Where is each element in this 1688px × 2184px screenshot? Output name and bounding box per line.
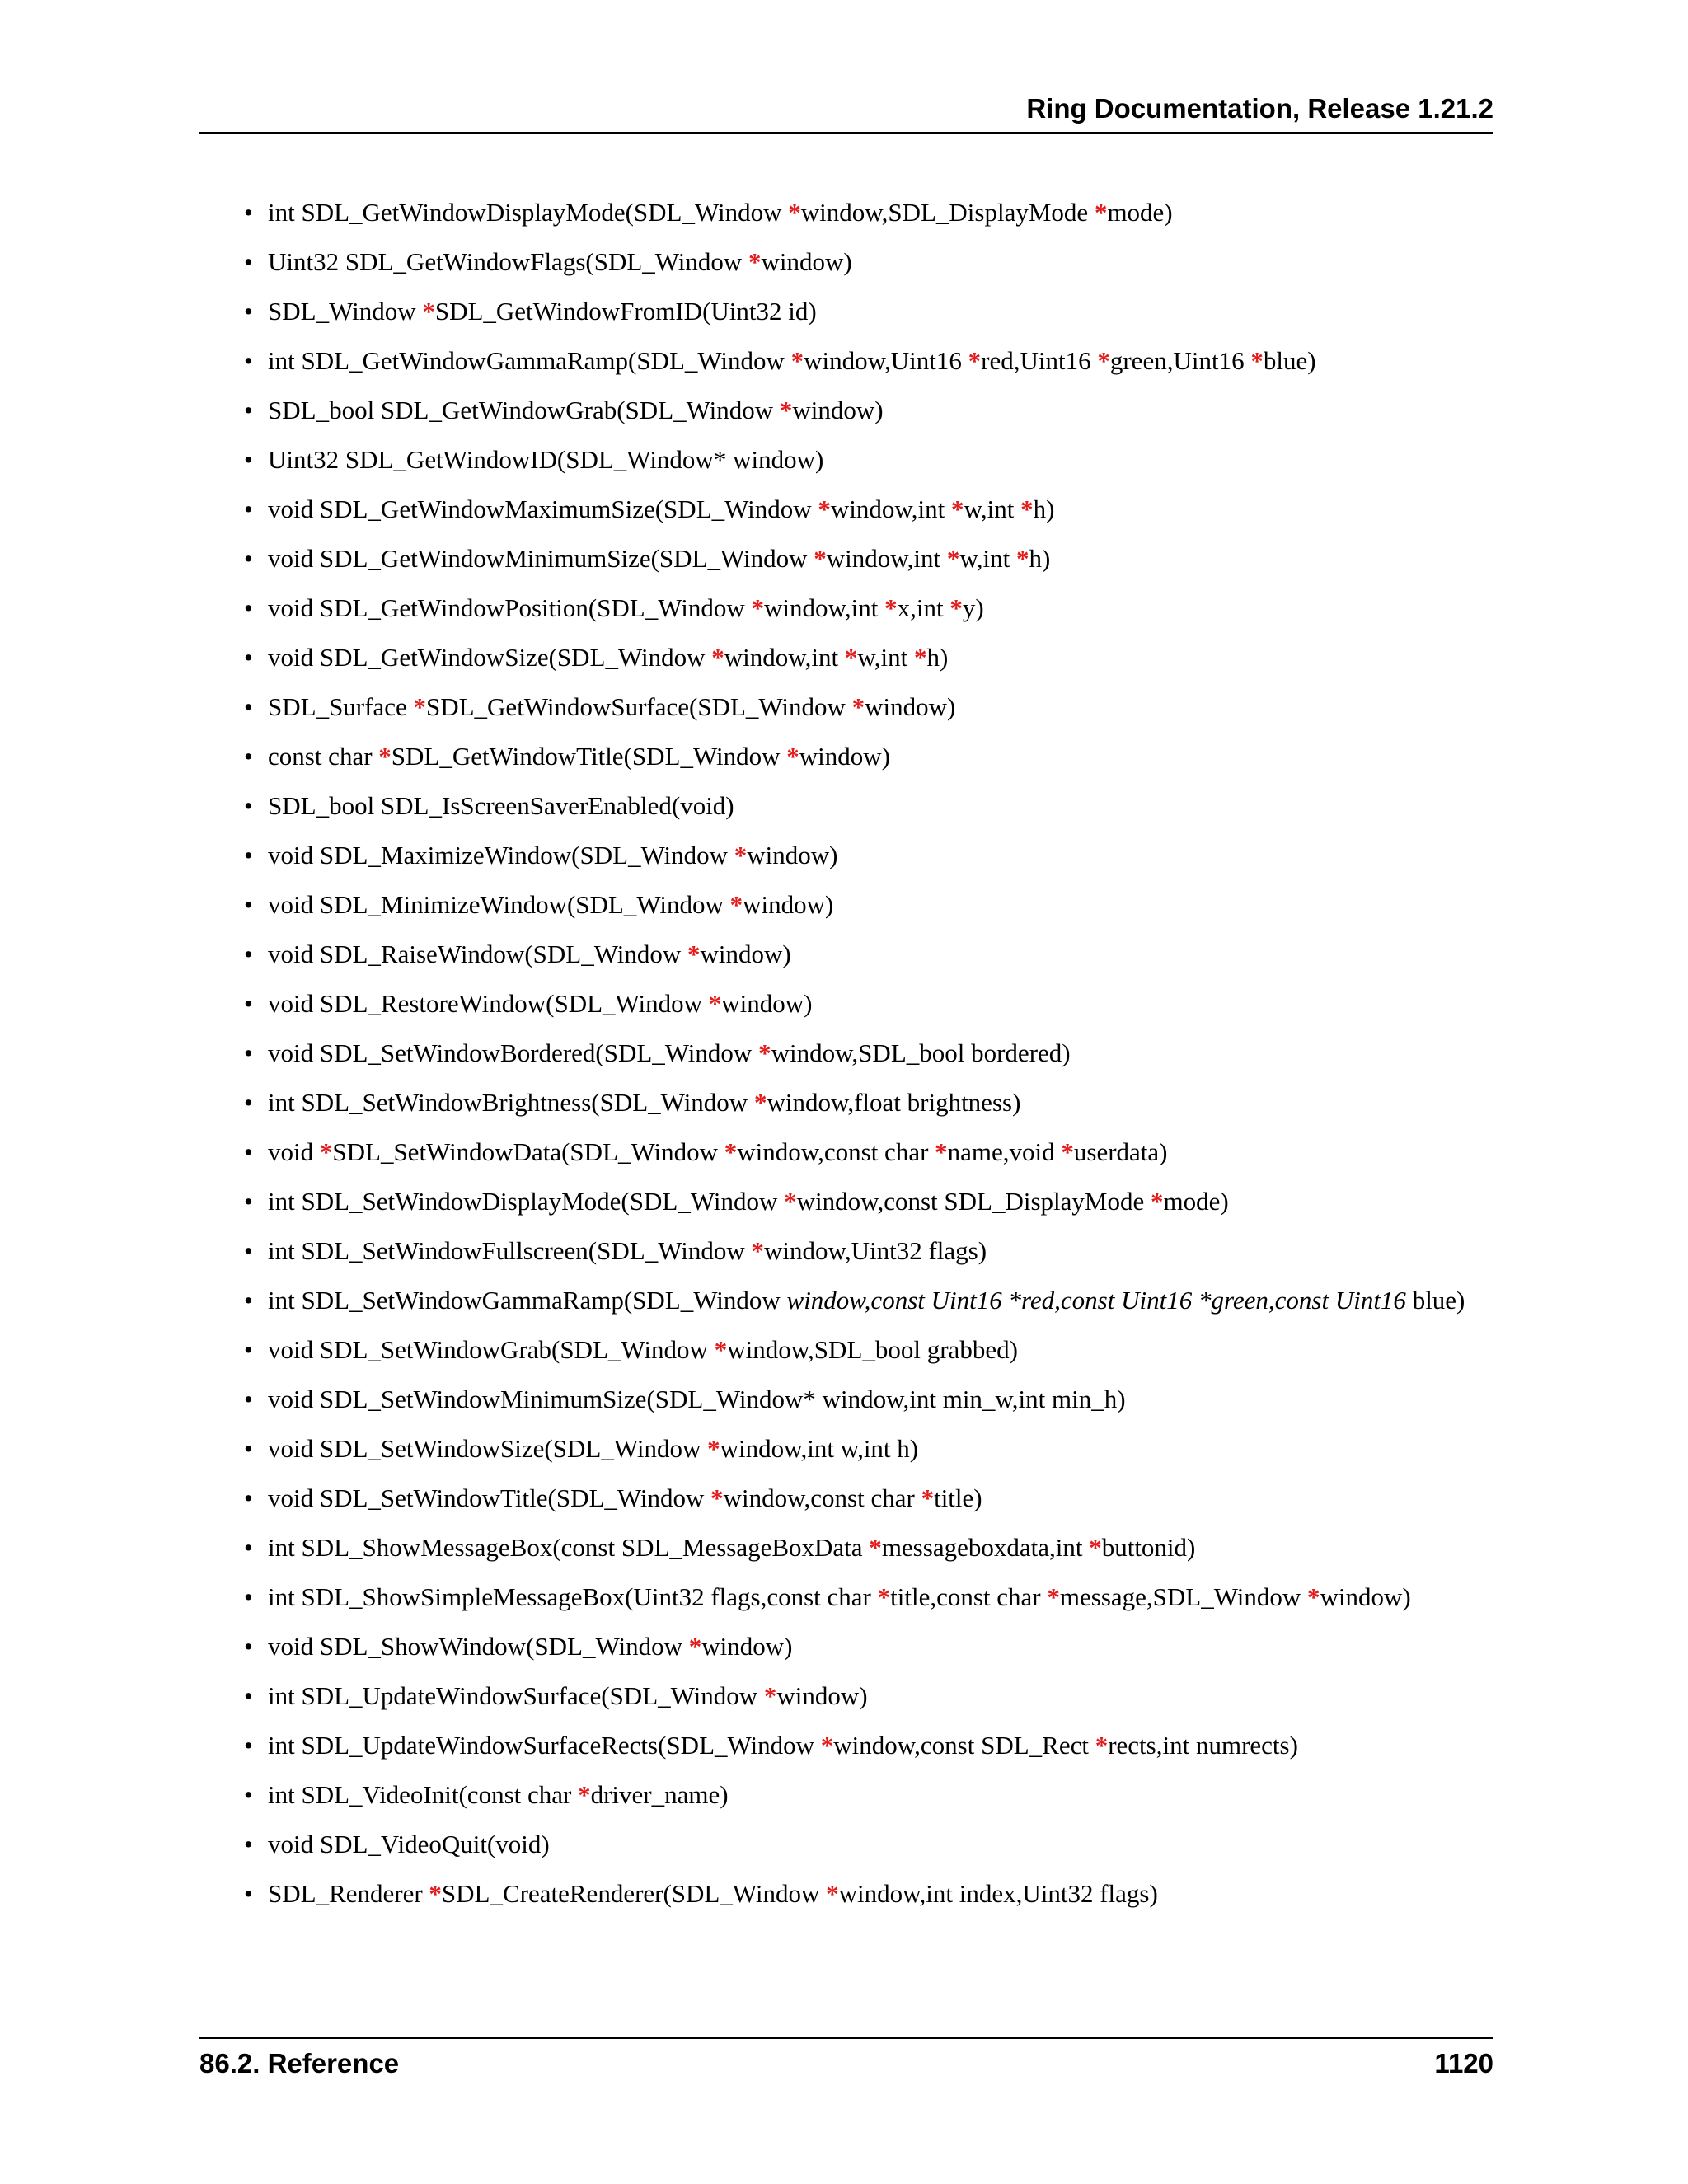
signature-text: window,SDL_bool bordered) — [771, 1038, 1071, 1067]
pointer-asterisk: * — [319, 1137, 333, 1166]
signature-text: void SDL_GetWindowMinimumSize(SDL_Window — [268, 544, 814, 573]
list-item — [199, 592, 1493, 625]
pointer-asterisk: * — [748, 247, 762, 276]
signature-text: window,SDL_bool grabbed) — [727, 1335, 1018, 1364]
signature-text: window) — [865, 692, 956, 721]
list-item — [199, 790, 1493, 823]
pointer-asterisk: * — [729, 890, 743, 919]
signature-text: window,int — [724, 643, 845, 672]
signature-text: void SDL_RaiseWindow(SDL_Window — [268, 940, 687, 968]
list-item — [199, 542, 1493, 575]
signature-text: void SDL_SetWindowBordered(SDL_Window — [268, 1038, 759, 1067]
signature-text: Uint32 SDL_GetWindowFlags(SDL_Window — [268, 247, 749, 276]
signature-text-italic: window,const Uint16 *red,const Uint16 *green,const Uint16 — [786, 1286, 1406, 1315]
signature-text: void SDL_SetWindowMinimumSize(SDL_Window* window,int min_w,int min_h) — [268, 1385, 1126, 1413]
signature-text: window,int — [830, 494, 952, 523]
pointer-asterisk: * — [935, 1137, 948, 1166]
page-header — [199, 92, 1493, 134]
signature-text: x,int — [897, 593, 950, 622]
bullet-icon: • — [244, 1286, 253, 1315]
pointer-asterisk: * — [758, 1038, 771, 1067]
pointer-asterisk: * — [820, 1731, 834, 1760]
list-item — [199, 740, 1493, 773]
pointer-asterisk: * — [1250, 346, 1264, 375]
signature-text: SDL_bool SDL_GetWindowGrab(SDL_Window — [268, 396, 780, 424]
signature-text: window,Uint16 — [804, 346, 968, 375]
signature-text: int SDL_SetWindowDisplayMode(SDL_Window — [268, 1187, 785, 1216]
signature-text: h) — [1033, 494, 1055, 523]
signature-text: h) — [1029, 544, 1051, 573]
bullet-icon: • — [244, 890, 253, 919]
pointer-asterisk: * — [851, 692, 865, 721]
pointer-asterisk: * — [763, 1681, 777, 1710]
list-item — [199, 1729, 1493, 1762]
pointer-asterisk: * — [578, 1780, 591, 1809]
bullet-icon: • — [244, 1830, 253, 1858]
signature-text: void SDL_VideoQuit(void) — [268, 1830, 550, 1858]
signature-text: SDL_bool SDL_IsScreenSaverEnabled(void) — [268, 791, 734, 820]
bullet-icon: • — [244, 643, 253, 672]
signature-text: int SDL_GetWindowDisplayMode(SDL_Window — [268, 198, 789, 227]
signature-text: buttonid) — [1101, 1533, 1196, 1562]
list-item — [199, 246, 1493, 279]
list-item — [199, 1284, 1493, 1317]
signature-text: window,const SDL_DisplayMode — [796, 1187, 1151, 1216]
list-item — [199, 839, 1493, 872]
list-item — [199, 394, 1493, 427]
signature-text: int SDL_VideoInit(const char — [268, 1780, 579, 1809]
pointer-asterisk: * — [710, 1483, 724, 1512]
pointer-asterisk: * — [844, 643, 858, 672]
list-item — [199, 344, 1493, 377]
bullet-icon: • — [244, 1780, 253, 1809]
signature-text: int SDL_UpdateWindowSurface(SDL_Window — [268, 1681, 764, 1710]
signature-text: w,int — [964, 494, 1021, 523]
list-item — [199, 1383, 1493, 1416]
pointer-asterisk: * — [711, 643, 724, 672]
bullet-icon: • — [244, 742, 253, 771]
pointer-asterisk: * — [913, 643, 927, 672]
signature-text: blue) — [1405, 1286, 1465, 1315]
signature-text: window,const SDL_Rect — [833, 1731, 1095, 1760]
page-footer — [199, 2037, 1493, 2080]
signature-text: window) — [761, 247, 852, 276]
list-item — [199, 1680, 1493, 1713]
signature-text: void SDL_SetWindowSize(SDL_Window — [268, 1434, 708, 1463]
signature-text: void — [268, 1137, 320, 1166]
signature-text: int SDL_GetWindowGammaRamp(SDL_Window — [268, 346, 791, 375]
pointer-asterisk: * — [869, 1533, 882, 1562]
list-item — [199, 1531, 1493, 1564]
signature-text: window,int index,Uint32 flags) — [838, 1879, 1158, 1908]
signature-text: SDL_Window — [268, 297, 423, 326]
signature-text: SDL_GetWindowTitle(SDL_Window — [391, 742, 787, 771]
pointer-asterisk: * — [734, 841, 748, 869]
signature-text: int SDL_SetWindowGammaRamp(SDL_Window — [268, 1286, 787, 1315]
pointer-asterisk: * — [921, 1483, 935, 1512]
signature-text: h) — [926, 643, 949, 672]
pointer-asterisk: * — [788, 198, 801, 227]
pointer-asterisk: * — [429, 1879, 442, 1908]
bullet-icon: • — [244, 396, 253, 424]
signature-text: SDL_GetWindowFromID(Uint32 id) — [434, 297, 817, 326]
pointer-asterisk: * — [779, 396, 793, 424]
signature-text: Uint32 SDL_GetWindowID(SDL_Window* window) — [268, 445, 824, 474]
bullet-icon: • — [244, 989, 253, 1018]
signature-text: green,Uint16 — [1109, 346, 1251, 375]
list-item — [199, 1037, 1493, 1070]
signature-text: SDL_Renderer — [268, 1879, 429, 1908]
list-item — [199, 443, 1493, 476]
bullet-icon: • — [244, 692, 253, 721]
signature-text: y) — [962, 593, 984, 622]
pointer-asterisk: * — [814, 544, 827, 573]
bullet-icon: • — [244, 1137, 253, 1166]
signature-text: driver_name) — [590, 1780, 729, 1809]
signature-text: rects,int numrects) — [1108, 1731, 1298, 1760]
signature-text: void SDL_GetWindowMaximumSize(SDL_Window — [268, 494, 818, 523]
pointer-asterisk: * — [1047, 1582, 1060, 1611]
pointer-asterisk: * — [378, 742, 392, 771]
page-number: 1120 — [1434, 2048, 1493, 2079]
pointer-asterisk: * — [884, 593, 898, 622]
signature-text: w,int — [857, 643, 914, 672]
bullet-icon: • — [244, 1879, 253, 1908]
pointer-asterisk: * — [1150, 1187, 1164, 1216]
signature-text: void SDL_MinimizeWindow(SDL_Window — [268, 890, 730, 919]
signature-text: SDL_CreateRenderer(SDL_Window — [441, 1879, 827, 1908]
pointer-asterisk: * — [1089, 1533, 1102, 1562]
list-item — [199, 987, 1493, 1020]
section-title: 86.2. Reference — [199, 2048, 400, 2079]
signature-text: void SDL_SetWindowTitle(SDL_Window — [268, 1483, 711, 1512]
list-item — [199, 1432, 1493, 1465]
signature-text: window) — [747, 841, 838, 869]
signature-text: window) — [701, 1632, 793, 1661]
signature-text: void SDL_MaximizeWindow(SDL_Window — [268, 841, 734, 869]
pointer-asterisk: * — [818, 494, 831, 523]
list-item — [199, 1581, 1493, 1614]
pointer-asterisk: * — [751, 593, 765, 622]
list-item — [199, 1877, 1493, 1910]
pointer-asterisk: * — [1095, 1731, 1109, 1760]
signature-text: messageboxdata,int — [881, 1533, 1090, 1562]
signature-text: window,int — [826, 544, 947, 573]
signature-text: window) — [700, 940, 791, 968]
list-item — [199, 938, 1493, 971]
signature-text: window,int w,int h) — [720, 1434, 919, 1463]
pointer-asterisk: * — [688, 1632, 702, 1661]
pointer-asterisk: * — [1307, 1582, 1320, 1611]
bullet-icon: • — [244, 494, 253, 523]
pointer-asterisk: * — [877, 1582, 891, 1611]
signature-text: window) — [743, 890, 834, 919]
signature-text: void SDL_GetWindowSize(SDL_Window — [268, 643, 712, 672]
list-item — [199, 1482, 1493, 1515]
pointer-asterisk: * — [413, 692, 426, 721]
signature-text: SDL_SetWindowData(SDL_Window — [332, 1137, 724, 1166]
pointer-asterisk: * — [968, 346, 982, 375]
list-item — [199, 641, 1493, 674]
signature-text: name,void — [947, 1137, 1062, 1166]
pointer-asterisk: * — [950, 593, 963, 622]
bullet-icon: • — [244, 544, 253, 573]
pointer-asterisk: * — [708, 989, 722, 1018]
pointer-asterisk: * — [422, 297, 435, 326]
signature-text: int SDL_SetWindowFullscreen(SDL_Window — [268, 1236, 752, 1265]
function-list — [199, 196, 1493, 1927]
bullet-icon: • — [244, 445, 253, 474]
signature-text: window,const char — [737, 1137, 935, 1166]
signature-text: window,float brightness) — [767, 1088, 1021, 1117]
list-item — [199, 888, 1493, 921]
signature-text: window) — [799, 742, 890, 771]
pointer-asterisk: * — [826, 1879, 839, 1908]
bullet-icon: • — [244, 593, 253, 622]
bullet-icon: • — [244, 1681, 253, 1710]
signature-text: void SDL_SetWindowGrab(SDL_Window — [268, 1335, 715, 1364]
signature-text: message,SDL_Window — [1059, 1582, 1307, 1611]
bullet-icon: • — [244, 1236, 253, 1265]
bullet-icon: • — [244, 297, 253, 326]
pointer-asterisk: * — [687, 940, 701, 968]
signature-text: int SDL_SetWindowBrightness(SDL_Window — [268, 1088, 754, 1117]
list-item — [199, 493, 1493, 526]
list-item — [199, 196, 1493, 229]
pointer-asterisk: * — [1061, 1137, 1074, 1166]
signature-text: window,Uint32 flags) — [763, 1236, 987, 1265]
list-item — [199, 1630, 1493, 1663]
bullet-icon: • — [244, 1434, 253, 1463]
signature-text: title) — [934, 1483, 982, 1512]
bullet-icon: • — [244, 1038, 253, 1067]
signature-text: title,const char — [890, 1582, 1048, 1611]
signature-text: window) — [792, 396, 884, 424]
signature-text: blue) — [1263, 346, 1316, 375]
signature-text: mode) — [1163, 1187, 1229, 1216]
bullet-icon: • — [244, 1335, 253, 1364]
signature-text: int SDL_ShowSimpleMessageBox(Uint32 flags,const char — [268, 1582, 878, 1611]
signature-text: const char — [268, 742, 379, 771]
list-item — [199, 691, 1493, 724]
signature-text: int SDL_UpdateWindowSurfaceRects(SDL_Window — [268, 1731, 821, 1760]
bullet-icon: • — [244, 1731, 253, 1760]
pointer-asterisk: * — [1020, 494, 1034, 523]
document-title: Ring Documentation, Release 1.21.2 — [1026, 93, 1493, 124]
bullet-icon: • — [244, 1632, 253, 1661]
list-item — [199, 1086, 1493, 1119]
bullet-icon: • — [244, 247, 253, 276]
bullet-icon: • — [244, 1385, 253, 1413]
pointer-asterisk: * — [946, 544, 960, 573]
bullet-icon: • — [244, 1533, 253, 1562]
signature-text: window,const char — [723, 1483, 921, 1512]
bullet-icon: • — [244, 198, 253, 227]
list-item — [199, 1333, 1493, 1366]
pointer-asterisk: * — [784, 1187, 797, 1216]
bullet-icon: • — [244, 791, 253, 820]
list-item — [199, 1136, 1493, 1169]
bullet-icon: • — [244, 346, 253, 375]
signature-text: window,SDL_DisplayMode — [800, 198, 1095, 227]
list-item — [199, 1828, 1493, 1861]
signature-text: int SDL_ShowMessageBox(const SDL_MessageBoxData — [268, 1533, 870, 1562]
signature-text: void SDL_ShowWindow(SDL_Window — [268, 1632, 689, 1661]
signature-text: w,int — [959, 544, 1016, 573]
signature-text: SDL_Surface — [268, 692, 414, 721]
bullet-icon: • — [244, 1483, 253, 1512]
pointer-asterisk: * — [1015, 544, 1029, 573]
pointer-asterisk: * — [1094, 198, 1108, 227]
signature-text: SDL_GetWindowSurface(SDL_Window — [425, 692, 852, 721]
signature-text: void SDL_RestoreWindow(SDL_Window — [268, 989, 709, 1018]
pointer-asterisk: * — [707, 1434, 720, 1463]
pointer-asterisk: * — [951, 494, 964, 523]
pointer-asterisk: * — [790, 346, 804, 375]
bullet-icon: • — [244, 1582, 253, 1611]
list-item — [199, 1779, 1493, 1811]
pointer-asterisk: * — [714, 1335, 728, 1364]
bullet-icon: • — [244, 940, 253, 968]
signature-text: window) — [776, 1681, 868, 1710]
signature-text: red,Uint16 — [981, 346, 1098, 375]
signature-text: void SDL_GetWindowPosition(SDL_Window — [268, 593, 752, 622]
pointer-asterisk: * — [724, 1137, 738, 1166]
bullet-icon: • — [244, 1088, 253, 1117]
signature-text: mode) — [1107, 198, 1173, 227]
list-item — [199, 295, 1493, 328]
pointer-asterisk: * — [753, 1088, 767, 1117]
signature-text: userdata) — [1073, 1137, 1168, 1166]
signature-text: window) — [1320, 1582, 1411, 1611]
list-item — [199, 1235, 1493, 1268]
list-item — [199, 1185, 1493, 1218]
pointer-asterisk: * — [786, 742, 799, 771]
bullet-icon: • — [244, 1187, 253, 1216]
signature-text: window) — [721, 989, 813, 1018]
pointer-asterisk: * — [1097, 346, 1110, 375]
bullet-icon: • — [244, 841, 253, 869]
pointer-asterisk: * — [751, 1236, 764, 1265]
signature-text: window,int — [764, 593, 885, 622]
